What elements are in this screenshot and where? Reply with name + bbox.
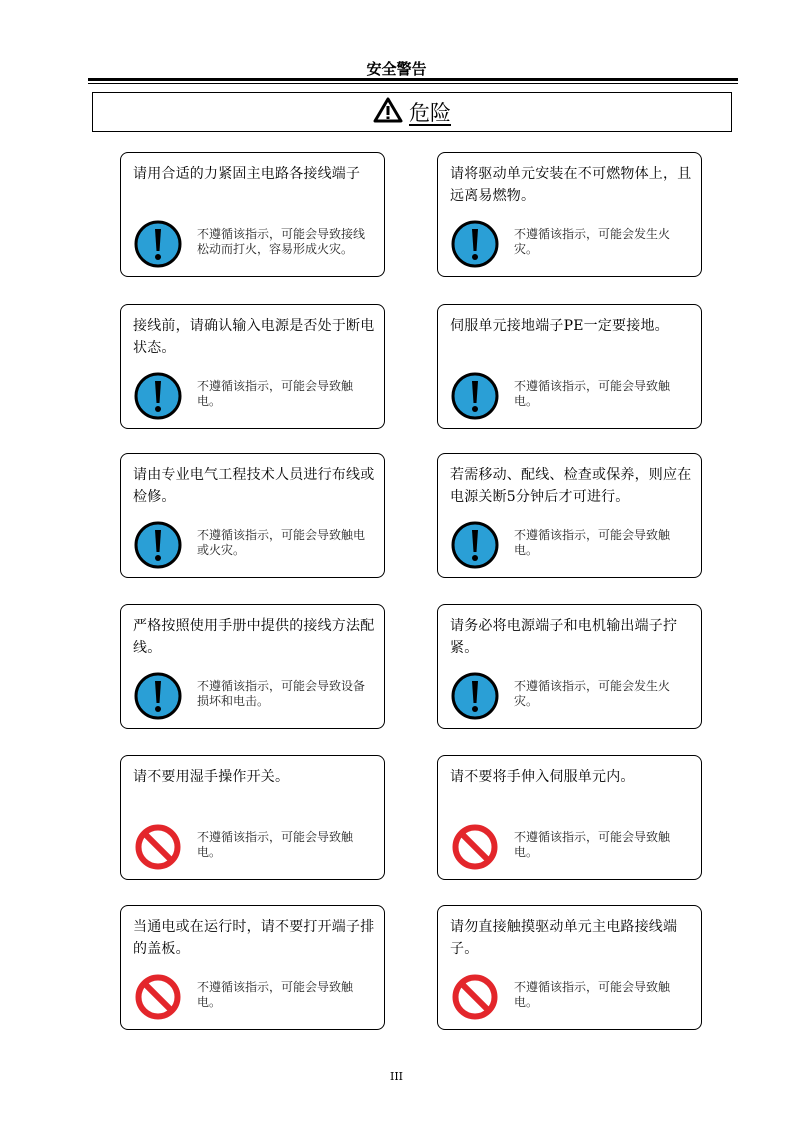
exclamation-circle-icon (451, 220, 499, 268)
card-note: 不遵循该指示，可能会导致触电或火灾。 (197, 528, 366, 557)
card-note: 不遵循该指示，可能会导致触电。 (514, 980, 671, 1009)
safety-card (120, 604, 385, 729)
safety-card (120, 453, 385, 578)
card-title: 请将驱动单元安装在不可燃物体上，且远离易燃物。 (450, 166, 692, 204)
exclamation-circle-icon (451, 521, 499, 569)
exclamation-circle-icon (134, 220, 182, 268)
danger-banner (92, 92, 732, 132)
card-note: 不遵循该指示，可能会导致触电。 (514, 528, 671, 557)
card-title: 严格按照使用手册中提供的接线方法配线。 (133, 618, 375, 656)
card-title: 接线前，请确认输入电源是否处于断电状态。 (133, 318, 375, 356)
card-title: 伺服单元接地端子PE一定要接地。 (450, 318, 669, 334)
exclamation-circle-icon (134, 372, 182, 420)
prohibition-icon (134, 973, 182, 1021)
header-divider-thick (88, 78, 738, 81)
card-title: 请勿直接触摸驱动单元主电路接线端子。 (450, 919, 678, 957)
card-title: 请不要用湿手操作开关。 (133, 769, 290, 785)
card-title: 请用合适的力紧固主电路各接线端子 (133, 166, 361, 182)
safety-card (120, 905, 385, 1030)
header-divider-thin (88, 83, 738, 84)
card-note: 不遵循该指示，可能会导致触电。 (197, 379, 354, 408)
page-title: 安全警告 (366, 60, 427, 78)
safety-card (437, 905, 702, 1030)
danger-label: 危险 (409, 101, 451, 125)
card-note: 不遵循该指示，可能会发生火灾。 (514, 227, 671, 256)
exclamation-circle-icon (451, 672, 499, 720)
card-title: 请不要将手伸入伺服单元内。 (450, 769, 635, 785)
card-note: 不遵循该指示，可能会导致触电。 (197, 980, 354, 1009)
prohibition-icon (451, 823, 499, 871)
card-note: 不遵循该指示，可能会导致触电。 (197, 830, 354, 859)
prohibition-icon (451, 973, 499, 1021)
safety-card (120, 152, 385, 277)
safety-card (437, 755, 702, 880)
card-title: 若需移动、配线、检查或保养，则应在电源关断5分钟后才可进行。 (450, 467, 692, 505)
exclamation-circle-icon (134, 672, 182, 720)
safety-card (120, 304, 385, 429)
safety-card (120, 755, 385, 880)
card-note: 不遵循该指示，可能会导致触电。 (514, 379, 671, 408)
card-note: 不遵循该指示，可能会导致设备损坏和电击。 (197, 679, 366, 708)
exclamation-circle-icon (451, 372, 499, 420)
safety-card (437, 152, 702, 277)
card-title: 当通电或在运行时，请不要打开端子排的盖板。 (133, 919, 375, 957)
safety-card (437, 604, 702, 729)
card-title: 请由专业电气工程技术人员进行布线或检修。 (133, 467, 375, 505)
card-title: 请务必将电源端子和电机输出端子拧紧。 (450, 618, 678, 656)
exclamation-circle-icon (134, 521, 182, 569)
card-note: 不遵循该指示，可能会导致接线松动而打火，容易形成火灾。 (197, 227, 366, 256)
card-note: 不遵循该指示，可能会导致触电。 (514, 830, 671, 859)
safety-card (437, 453, 702, 578)
warning-triangle-icon (373, 97, 403, 127)
card-note: 不遵循该指示，可能会发生火灾。 (514, 679, 671, 708)
prohibition-icon (134, 823, 182, 871)
page-number: III (389, 1070, 404, 1083)
safety-card (437, 304, 702, 429)
